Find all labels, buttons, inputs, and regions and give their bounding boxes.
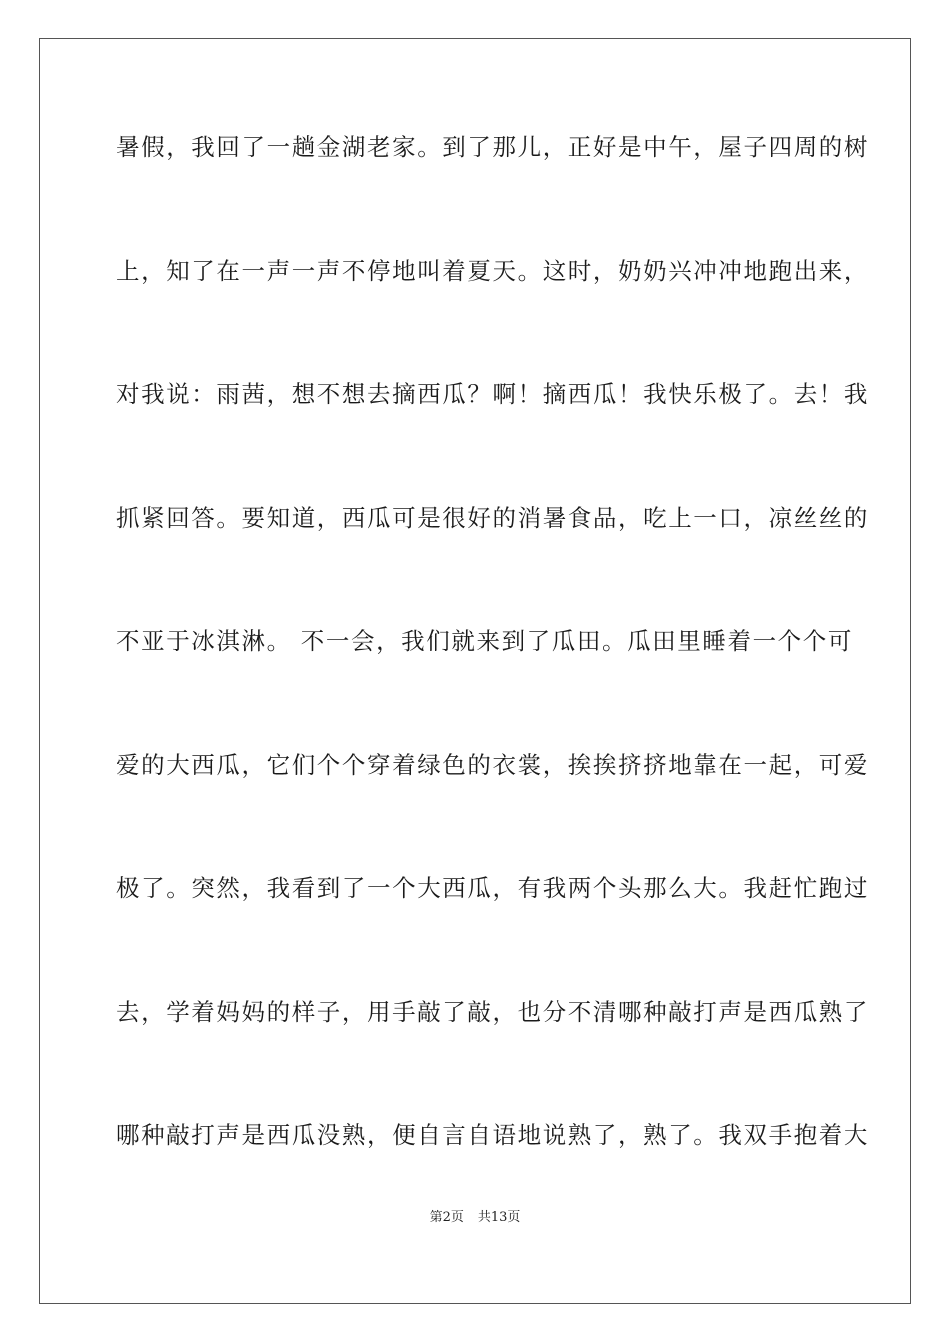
page-total: 共13页 [477, 1210, 521, 1225]
text-line-5: 不亚于冰淇淋。 不一会，我们就来到了瓜田。瓜田里睡着一个个可 [116, 627, 853, 655]
page-frame [39, 38, 911, 1304]
text-line-3: 对我说：雨茜，想不想去摘西瓜？啊！摘西瓜！我快乐极了。去！我 [116, 380, 869, 408]
page-number: 第2页 [429, 1210, 464, 1225]
text-line-1: 暑假，我回了一趟金湖老家。到了那儿，正好是中午，屋子四周的树 [116, 133, 869, 161]
page-footer [0, 1209, 950, 1227]
text-line-7: 极了。突然，我看到了一个大西瓜，有我两个头那么大。我赶忙跑过 [116, 874, 869, 902]
text-line-8: 去，学着妈妈的样子，用手敲了敲，也分不清哪种敲打声是西瓜熟了 [116, 997, 869, 1026]
text-line-9: 哪种敲打声是西瓜没熟，便自言自语地说熟了，熟了。我双手抱着大 [116, 1121, 869, 1149]
text-line-2: 上，知了在一声一声不停地叫着夏天。这时，奶奶兴冲冲地跑出来， [116, 256, 869, 285]
text-line-4: 抓紧回答。要知道，西瓜可是很好的消暑食品，吃上一口，凉丝丝的 [116, 503, 869, 532]
body-text [116, 132, 869, 1244]
text-line-6: 爱的大西瓜，它们个个穿着绿色的衣裳，挨挨挤挤地靠在一起，可爱 [116, 750, 869, 779]
